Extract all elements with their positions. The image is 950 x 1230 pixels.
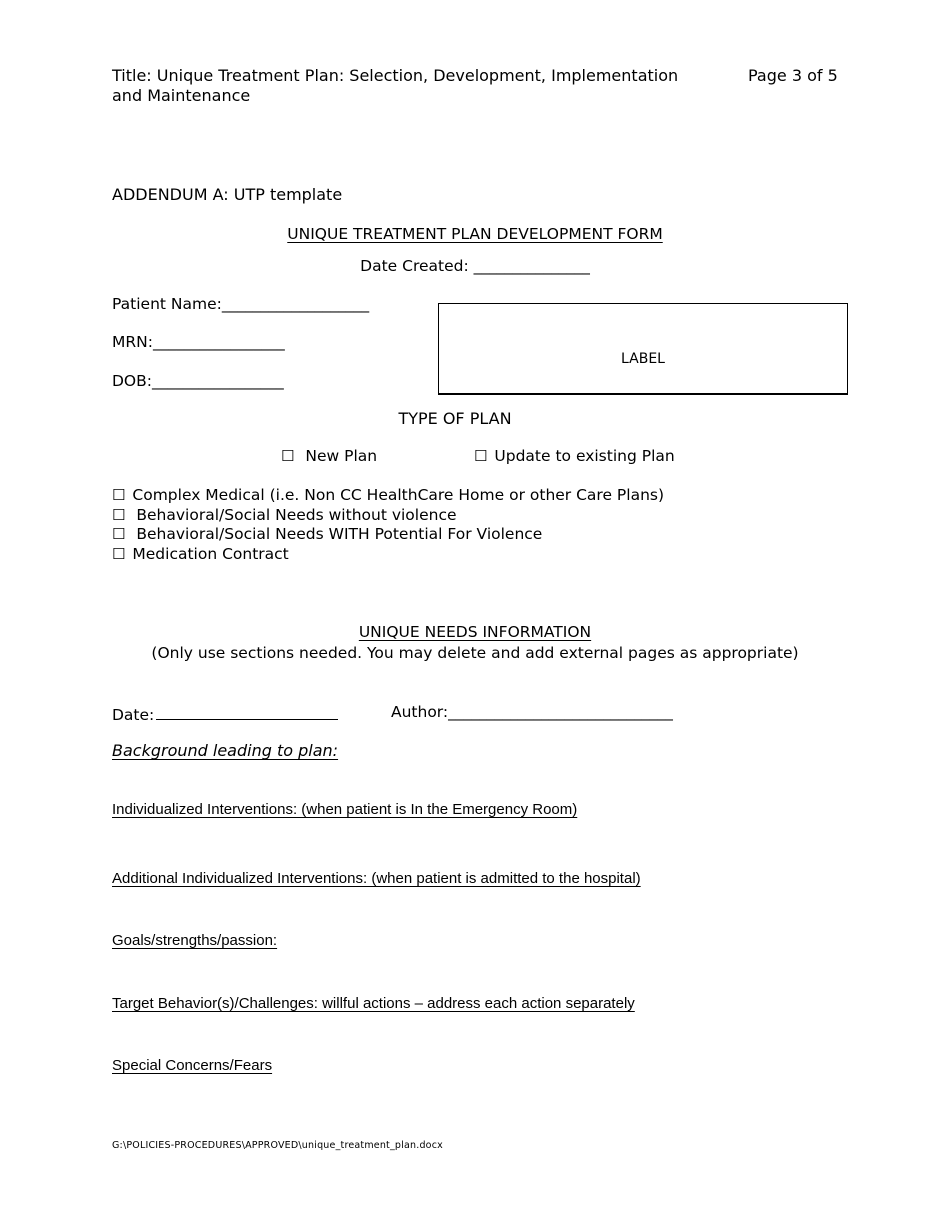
- update-plan-label: Update to existing Plan: [494, 447, 675, 465]
- category-checkbox[interactable]: ☐: [112, 545, 126, 563]
- category-checkbox[interactable]: ☐: [112, 486, 126, 504]
- dob-field[interactable]: DOB:_________________: [112, 372, 284, 390]
- form-title-text: UNIQUE TREATMENT PLAN DEVELOPMENT FORM: [287, 225, 663, 243]
- category-label: Behavioral/Social Needs WITH Potential For Violence: [136, 525, 543, 543]
- unique-needs-heading: [0, 623, 950, 641]
- update-plan-checkbox[interactable]: ☐: [474, 447, 488, 465]
- footer-file-path: G:\POLICIES-PROCEDURES\APPROVED\unique_treatment_plan.docx: [112, 1140, 443, 1151]
- type-of-plan-heading: TYPE OF PLAN: [398, 409, 512, 428]
- background-heading: [112, 741, 338, 760]
- section-heading-admitted-interventions: Additional Individualized Interventions: (when patient is admitted to the hospital): [112, 870, 641, 887]
- category-label: Behavioral/Social Needs without violence: [136, 506, 457, 524]
- mrn-field[interactable]: MRN:_________________: [112, 333, 285, 351]
- section-heading-goals: Goals/strengths/passion:: [112, 932, 278, 949]
- new-plan-checkbox[interactable]: ☐: [281, 447, 295, 465]
- label-box-text: LABEL: [621, 351, 665, 367]
- new-plan-option[interactable]: [281, 447, 377, 465]
- category-label: Complex Medical (i.e. Non CC HealthCare Home or other Care Plans): [132, 486, 665, 504]
- section-heading-special-concerns: Special Concerns/Fears: [112, 1057, 273, 1074]
- unique-needs-heading-text: UNIQUE NEEDS INFORMATION: [358, 623, 592, 641]
- date-created-field[interactable]: Date Created: _______________: [360, 257, 590, 275]
- category-option[interactable]: [112, 545, 289, 563]
- needs-date-label: Date:: [112, 706, 155, 724]
- patient-name-field[interactable]: Patient Name:___________________: [112, 295, 370, 313]
- document-title-line1: Title: Unique Treatment Plan: Selection, Development, Implementation: [112, 66, 679, 85]
- unique-needs-note: (Only use sections needed. You may delete and add external pages as appropriate): [151, 644, 799, 662]
- author-field[interactable]: Author:_____________________________: [391, 703, 673, 721]
- section-heading-er-interventions: Individualized Interventions: (when patient is In the Emergency Room): [112, 801, 578, 818]
- category-option[interactable]: [112, 486, 664, 504]
- category-label: Medication Contract: [132, 545, 289, 563]
- patient-label-box: [438, 303, 848, 395]
- category-checkbox[interactable]: ☐: [112, 525, 126, 543]
- background-heading-text: Background leading to plan:: [112, 741, 339, 760]
- page-number: Page 3 of 5: [748, 66, 838, 85]
- update-plan-option[interactable]: [474, 447, 675, 465]
- category-option[interactable]: [112, 525, 542, 543]
- section-heading-target-behaviors: Target Behavior(s)/Challenges: willful actions – address each action separately: [112, 995, 635, 1012]
- category-option[interactable]: [112, 506, 457, 524]
- addendum-label: ADDENDUM A: UTP template: [112, 185, 343, 204]
- category-checkbox[interactable]: ☐: [112, 506, 126, 524]
- document-title-line2: and Maintenance: [112, 86, 251, 105]
- form-title: [0, 225, 950, 243]
- new-plan-label: New Plan: [305, 447, 378, 465]
- needs-date-field[interactable]: [112, 703, 338, 724]
- needs-date-line[interactable]: [156, 703, 338, 720]
